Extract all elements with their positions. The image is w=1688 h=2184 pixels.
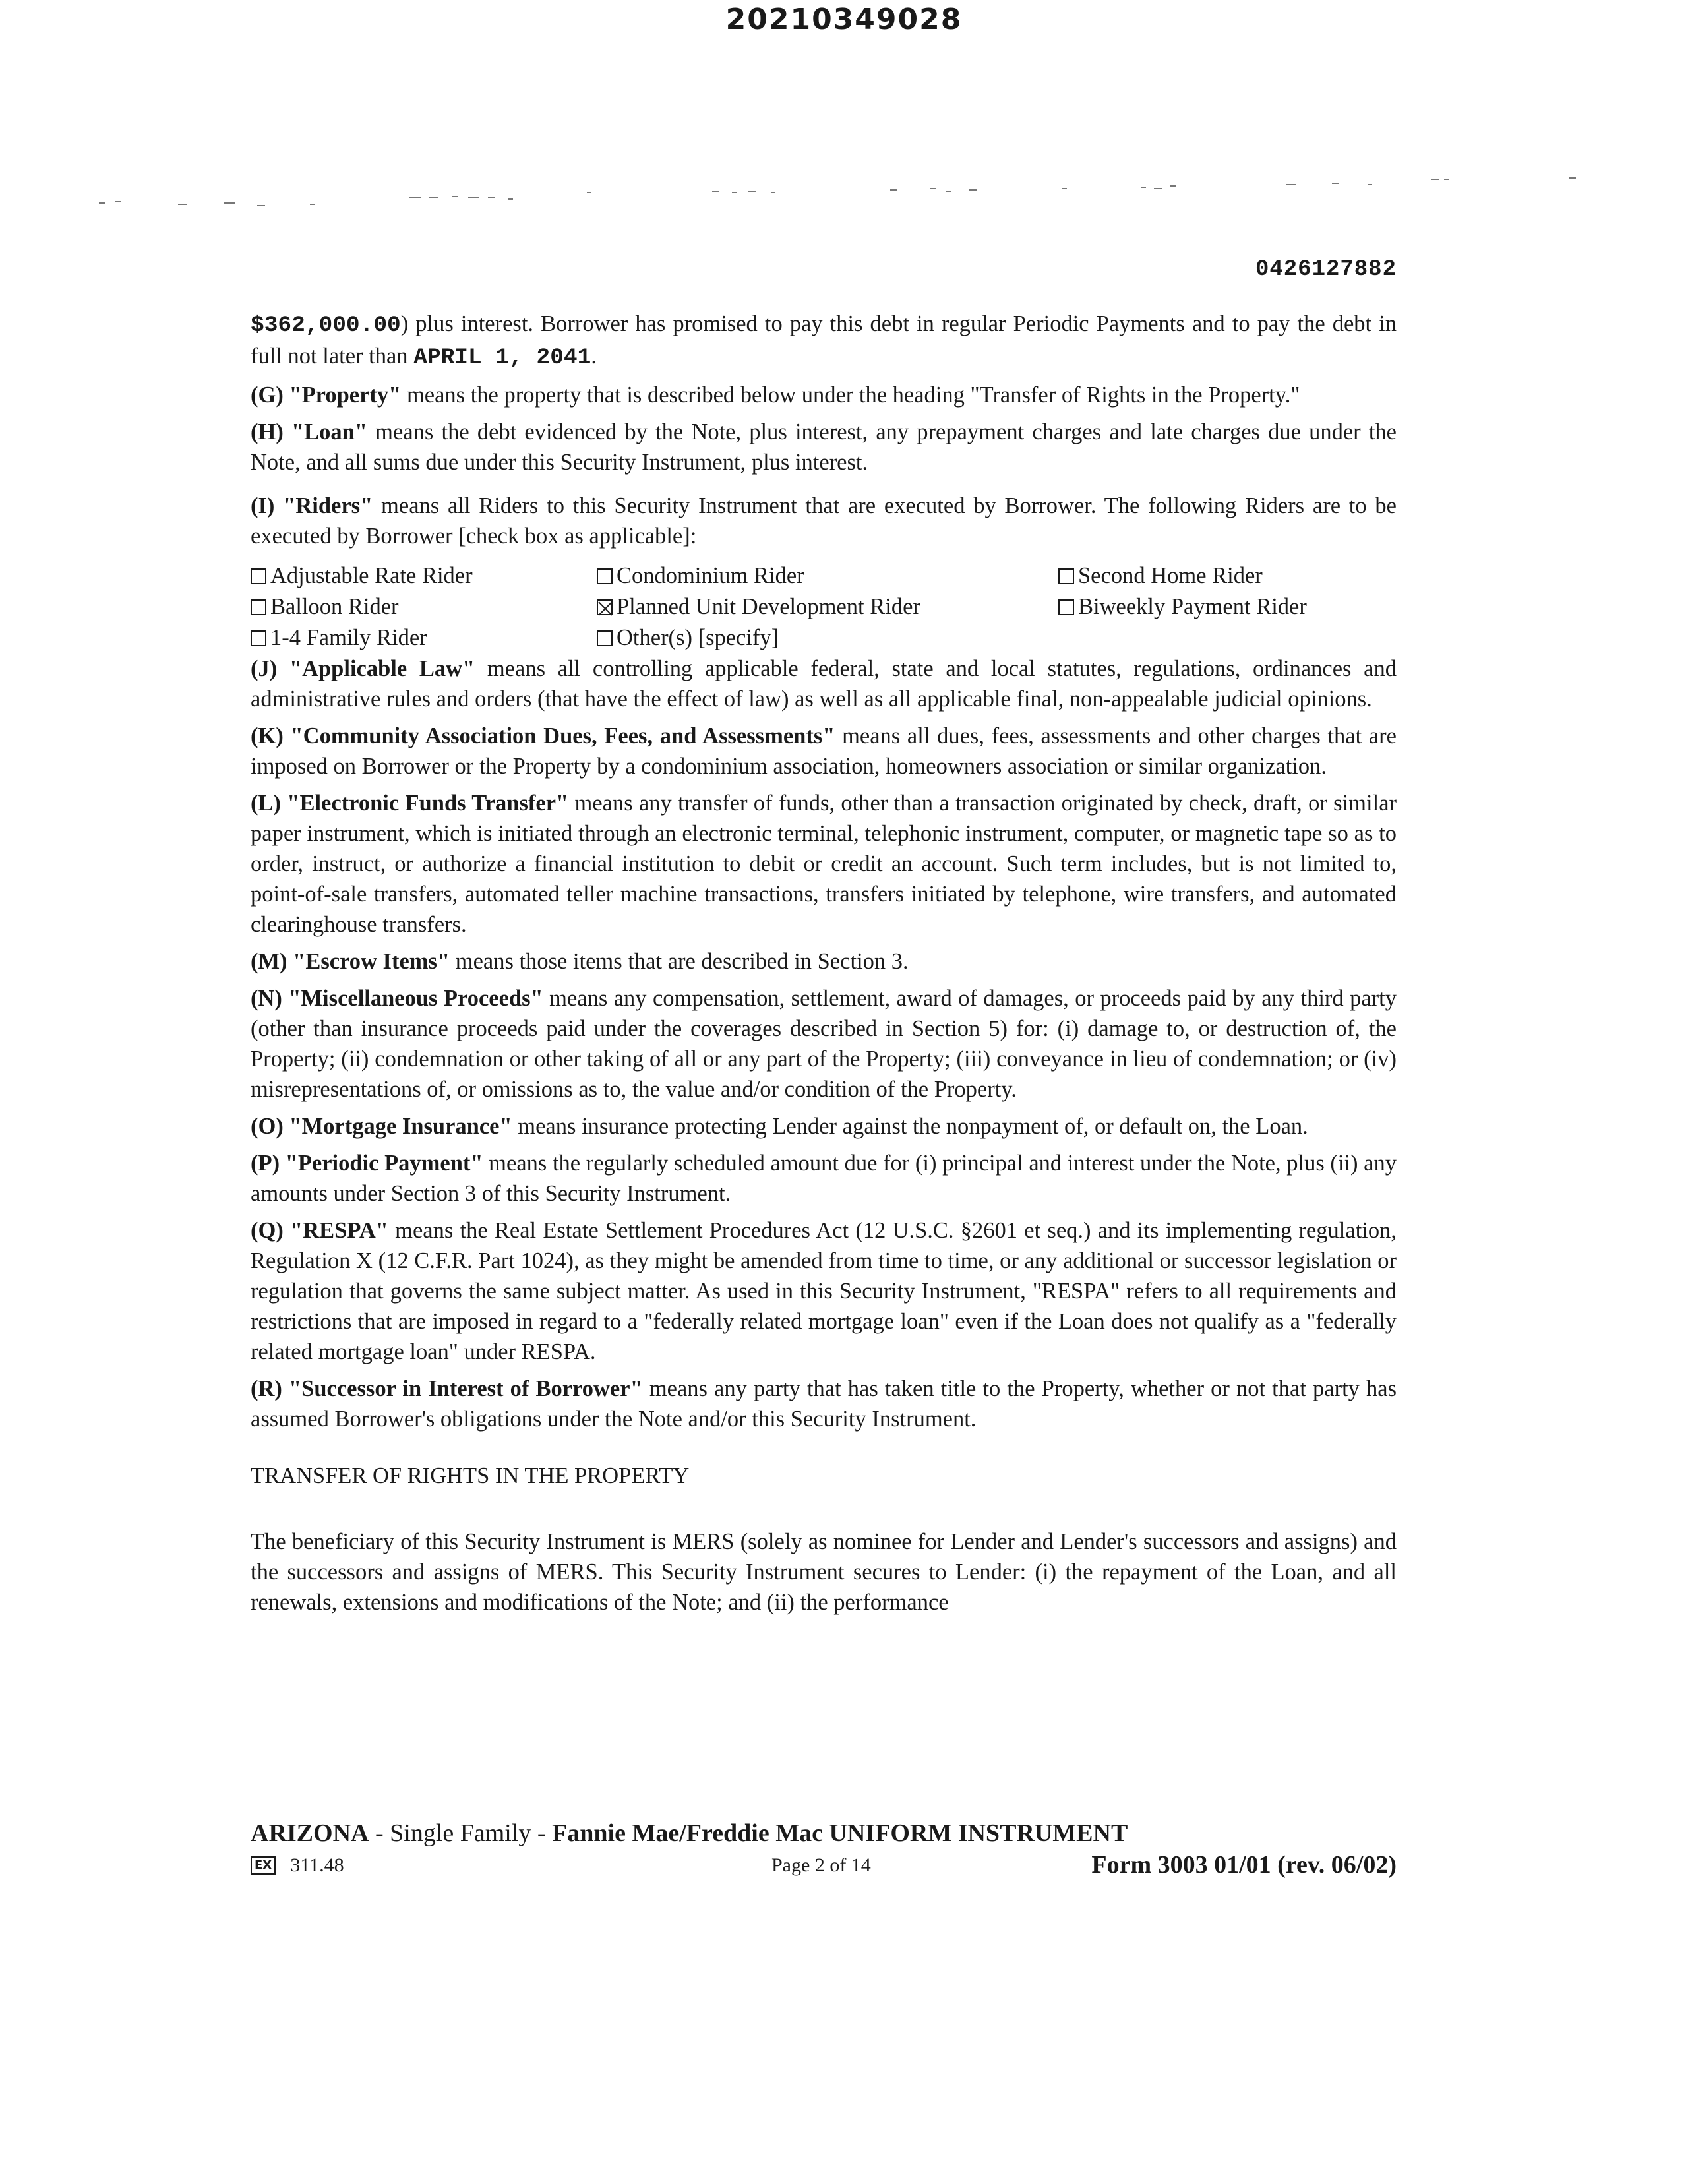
definition-successor-in-interest: (R) "Successor in Interest of Borrower" means any party that has taken title to the Property, whether or not that party has assumed Borrower's obligations under the Note and/or this Security Instrument. [251, 1376, 1397, 1432]
checkbox-icon [1058, 599, 1074, 615]
checkbox-icon [597, 630, 613, 646]
checkbox-icon [1058, 568, 1074, 584]
checkbox-icon [597, 568, 613, 584]
definition-community-association-dues: (K) "Community Association Dues, Fees, and Assessments" means all dues, fees, assessments and other charges that are imposed on Borrower or the Property by a condominium association, homeowners association or similar organization. [251, 723, 1397, 779]
definition-riders: (I) "Riders" means all Riders to this Security Instrument that are executed by Borrower. The following Riders are to be executed by Borrower [check box as applicable]: [251, 493, 1397, 549]
rider-biweekly-payment: Biweekly Payment Rider [1058, 592, 1388, 622]
definition-respa: (Q) "RESPA" means the Real Estate Settlement Procedures Act (12 U.S.C. §2601 et seq.) and its implementing regulation, Regulation X (12 C.F.R. Part 1024), as they might be amended from time to time, or any additional or successor legislation or regulation that governs the same subject matter. As used in this Security Instrument, "RESPA" refers to all requirements and restrictions that are imposed in regard to a "federally related mortgage loan" even if the Loan does not qualify as a "federally related mortgage loan" under RESPA. [251, 1218, 1397, 1364]
checkbox-icon [251, 568, 266, 584]
definition-mortgage-insurance: (O) "Mortgage Insurance" means insurance protecting Lender against the nonpayment of, or default on, the Loan. [251, 1114, 1308, 1139]
document-number: 20210349028 [725, 3, 963, 36]
loan-number: 0426127882 [1255, 257, 1397, 282]
rider-condominium: Condominium Rider [597, 561, 1058, 592]
rider-planned-unit-development: Planned Unit Development Rider [597, 592, 1058, 622]
definition-miscellaneous-proceeds: (N) "Miscellaneous Proceeds" means any compensation, settlement, award of damages, or proceeds paid by any third party (other than insurance proceeds paid under the coverages described in Section 5) for: (i) damage to, or destruction of, the Property; (ii) condemnation or other taking of all or any part of the Property; (iii) conveyance in lieu of condemnation; or (iv) misrepresentations of, or omissions as to, the value and/or condition of the Property. [251, 986, 1397, 1102]
rider-other: Other(s) [specify] [597, 622, 1058, 653]
definition-property: (G) "Property" means the property that is described below under the heading "Transfer of Rights in the Property." [251, 382, 1300, 408]
definition-escrow-items: (M) "Escrow Items" means those items that are described in Section 3. [251, 949, 909, 974]
checkbox-icon [251, 599, 266, 615]
checked-checkbox-icon [597, 599, 613, 615]
page-number: Page 2 of 14 [771, 1854, 871, 1876]
rider-balloon: Balloon Rider [251, 592, 597, 622]
definition-applicable-law: (J) "Applicable Law" means all controlling applicable federal, state and local statutes, regulations, ordinances and administrative rules and orders (that have the effect of law) as well as all applicable final, non-appealable judicial opinions. [251, 656, 1397, 712]
transfer-paragraph: The beneficiary of this Security Instrument is MERS (solely as nominee for Lender and Lender's successors and assigns) and the successors and assigns of MERS. This Security Instrument secures to Lender: (i) the repayment of the Loan, and all renewals, extensions and modifications of the Note; and (ii) the performance [251, 1529, 1397, 1615]
definition-electronic-funds-transfer: (L) "Electronic Funds Transfer" means any transfer of funds, other than a transaction originated by check, draft, or similar paper instrument, which is initiated through an electronic terminal, telephonic instrument, computer, or magnetic tape so as to order, instruct, or authorize a financial institution to debit or credit an account. Such term includes, but is not limited to, point-of-sale transfers, automated teller machine transactions, transfers initiated by telephone, wire transfers, and automated clearinghouse transfers. [251, 791, 1397, 937]
footer-form-code: EX 311.48 [251, 1854, 344, 1877]
rider-1-4-family: 1-4 Family Rider [251, 622, 597, 653]
checkbox-icon [251, 630, 266, 646]
rider-second-home: Second Home Rider [1058, 561, 1388, 592]
scan-noise [99, 165, 1582, 218]
ex-logo-icon: EX [251, 1856, 276, 1875]
document-body [251, 309, 1397, 1624]
page-footer [251, 1819, 1397, 1883]
footer-title: ARIZONA - Single Family - Fannie Mae/Freddie Mac UNIFORM INSTRUMENT [251, 1819, 1128, 1847]
transfer-heading: TRANSFER OF RIGHTS IN THE PROPERTY [251, 1463, 690, 1488]
form-number: Form 3003 01/01 (rev. 06/02) [1091, 1851, 1397, 1879]
riders-checklist [251, 561, 1397, 653]
rider-adjustable-rate: Adjustable Rate Rider [251, 561, 597, 592]
definition-loan: (H) "Loan" means the debt evidenced by the Note, plus interest, any prepayment charges and late charges due under the Note, and all sums due under this Security Instrument, plus interest. [251, 419, 1397, 475]
definition-periodic-payment: (P) "Periodic Payment" means the regularly scheduled amount due for (i) principal and interest under the Note, plus (ii) any amounts under Section 3 of this Security Instrument. [251, 1151, 1397, 1206]
intro-paragraph: $362,000.00) plus interest. Borrower has promised to pay this debt in regular Periodic Payments and to pay the debt in full not later than APRIL 1, 2041. [251, 311, 1397, 371]
